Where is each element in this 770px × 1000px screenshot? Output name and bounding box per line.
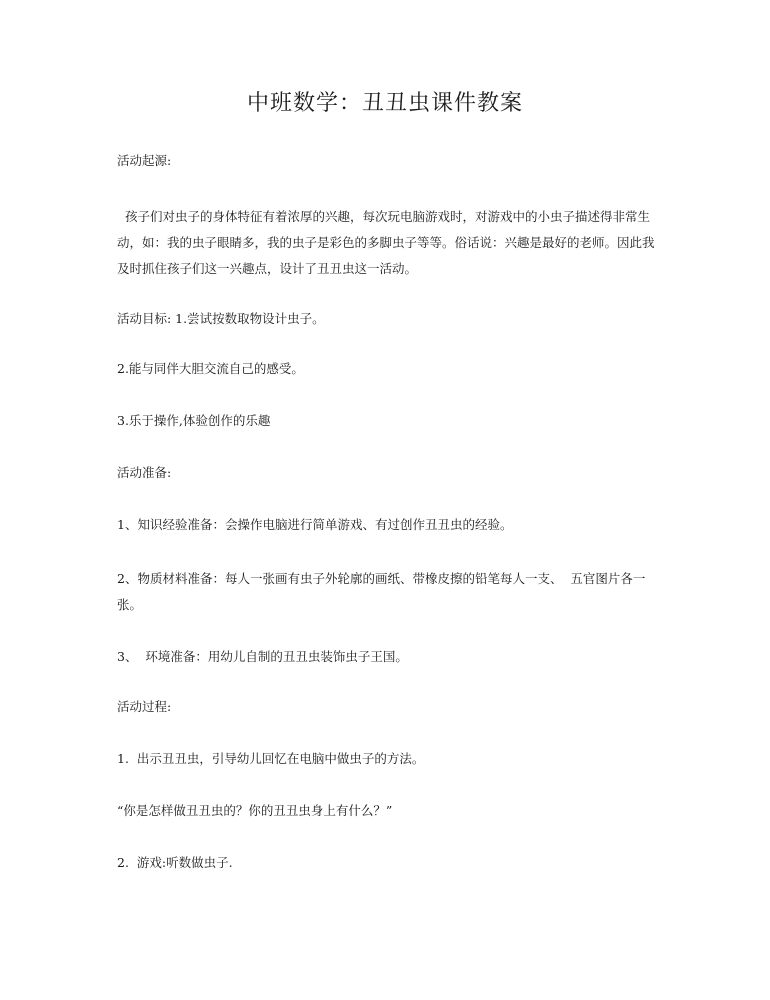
goal-3: 3.乐于操作,体验创作的乐趣 [117, 413, 271, 428]
process-quote: “你是怎样做丑丑虫的？你的丑丑虫身上有什么？” [117, 803, 393, 818]
goal-2: 2.能与同伴大胆交流自己的感受。 [117, 361, 304, 376]
process-item-2: 2. 游戏:听数做虫子. [117, 855, 233, 870]
prep-item-2: 2、物质材料准备：每人一张画有虫子外轮廓的画纸、带橡皮擦的铅笔每人一支、 五官图片各一张。 [117, 571, 646, 612]
goal-1: 活动目标: 1.尝试按数取物设计虫子。 [117, 311, 325, 326]
process-heading: 活动过程: [117, 699, 172, 714]
prep-item-1: 1、知识经验准备：会操作电脑进行简单游戏、有过创作丑丑虫的经验。 [117, 517, 513, 532]
document-title: 中班数学：丑丑虫课件教案 [246, 91, 523, 116]
origin-heading: 活动起源: [117, 153, 172, 168]
origin-paragraph: 孩子们对虫子的身体特征有着浓厚的兴趣，每次玩电脑游戏时，对游戏中的小虫子描述得非常生动，如：我的虫子眼睛多，我的虫子是彩色的多脚虫子等等。俗话说：兴趣是最好的老师。因此我及时抓住孩子们这一兴趣点，设计了丑丑虫这一活动。 [117, 209, 655, 276]
process-item-1: 1. 出示丑丑虫，引导幼儿回忆在电脑中做虫子的方法。 [117, 751, 425, 766]
prep-item-3: 3、 环境准备：用幼儿自制的丑丑虫装饰虫子王国。 [117, 649, 408, 664]
prep-heading: 活动准备: [117, 465, 172, 480]
